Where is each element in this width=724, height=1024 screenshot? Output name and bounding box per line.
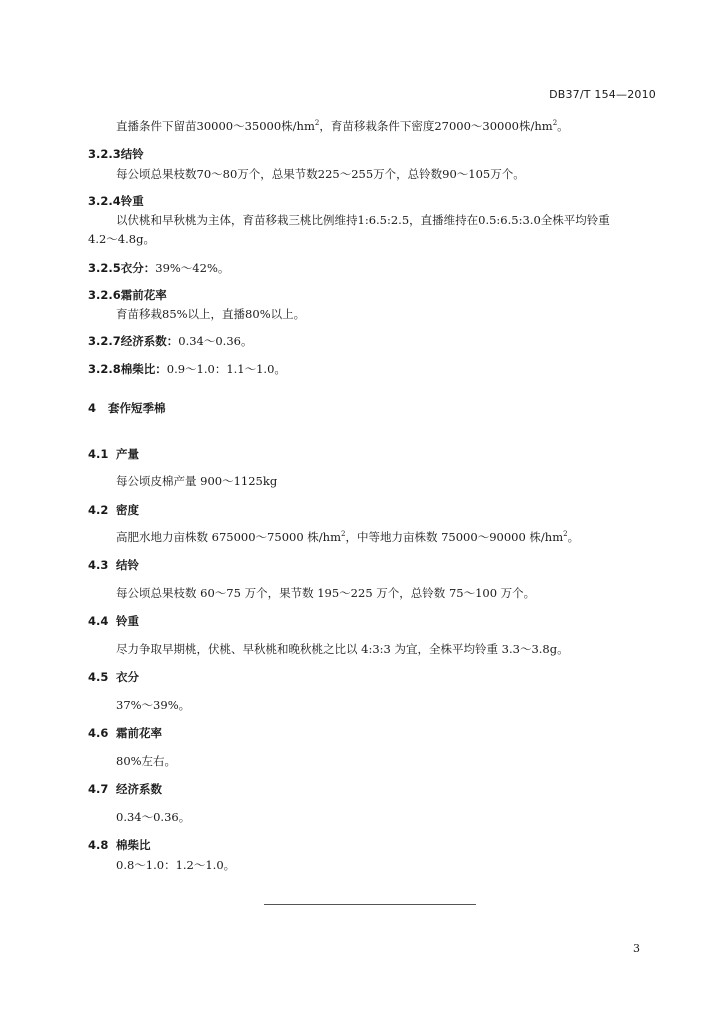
section-heading-3-2-3: [88, 146, 144, 162]
section-number: 4.2: [88, 503, 109, 517]
section-title: 套作短季棉: [108, 401, 166, 415]
section-number: 3.2.3: [88, 147, 121, 161]
paragraph-boll-weight-line2: 4.2～4.8g。: [88, 232, 155, 246]
text-span: 直播条件下留苗30000～35000株/hm: [116, 119, 315, 133]
standard-code: DB37/T 154—2010: [549, 88, 656, 101]
section-number: 4.3: [88, 558, 109, 572]
paragraph-yield: 每公顷皮棉产量 900～1125kg: [116, 474, 278, 488]
section-heading-3-2-8: [88, 361, 286, 377]
section-inline-text: 39%～42%。: [155, 261, 230, 275]
paragraph-boll-setting: 每公顷总果枝数70～80万个，总果节数225～255万个，总铃数90～105万个。: [116, 167, 525, 181]
section-title: 结铃: [120, 147, 144, 161]
section-heading-4-6: [88, 725, 162, 741]
paragraph-economic-coefficient: 0.34～0.36。: [116, 810, 191, 824]
section-title: 衣分：: [120, 261, 156, 275]
paragraph-boll-weight-4: 尽力争取早期桃，伏桃、早秋桃和晚秋桃之比以 4:3:3 为宜，全株平均铃重 3.3～3.8g。: [116, 642, 569, 656]
paragraph-boll-setting-4: 每公顷总果枝数 60～75 万个，果节数 195～225 万个，总铃数 75～100 万个。: [116, 586, 536, 600]
section-number: 3.2.5: [88, 261, 121, 275]
section-inline-text: 0.9～1.0：1.1～1.0。: [166, 362, 286, 376]
paragraph-stalk-ratio: 0.8～1.0：1.2～1.0。: [116, 858, 236, 872]
section-heading-4-3: [88, 557, 139, 573]
section-title: 经济系数: [116, 782, 162, 796]
section-heading-3-2-5: [88, 260, 229, 276]
section-number: 4.1: [88, 447, 109, 461]
superscript: 2: [563, 530, 568, 539]
section-heading-4-2: [88, 502, 139, 518]
text-span: ，育苗移栽条件下密度27000～30000株/hm: [319, 119, 553, 133]
section-number: 3.2.7: [88, 334, 121, 348]
section-heading-4-4: [88, 613, 139, 629]
superscript: 2: [314, 119, 320, 128]
section-title: 棉柴比: [116, 838, 151, 852]
section-heading-4-8: [88, 837, 151, 853]
section-heading-4-7: [88, 781, 162, 797]
section-number: 3.2.8: [88, 362, 121, 376]
section-number: 4.6: [88, 726, 109, 740]
section-number: 3.2.4: [88, 194, 121, 208]
end-rule: [264, 904, 476, 905]
section-number: 4: [88, 401, 97, 415]
chapter-heading-4: [88, 400, 166, 416]
text-span: 。: [567, 530, 580, 544]
paragraph-seeding-density: [116, 118, 569, 134]
section-title: 结铃: [116, 558, 139, 572]
section-heading-3-2-4: [88, 193, 144, 209]
section-heading-4-5: [88, 669, 139, 685]
text-span: 。: [557, 119, 569, 133]
section-heading-3-2-6: [88, 287, 167, 303]
section-title: 密度: [116, 503, 139, 517]
section-heading-4-1: [88, 446, 139, 462]
section-title: 霜前花率: [120, 288, 167, 302]
paragraph-boll-weight-line1: 以伏桃和早秋桃为主体，育苗移栽三桃比例维持1:6.5:2.5，直播维持在0.5:6.5:3.0全株平均铃重: [116, 213, 610, 227]
paragraph-prefrost-rate-4: 80%左右。: [116, 754, 177, 768]
section-number: 4.7: [88, 782, 109, 796]
section-title: 霜前花率: [116, 726, 162, 740]
paragraph-prefrost-rate: 育苗移栽85%以上，直播80%以上。: [116, 307, 306, 321]
section-number: 4.5: [88, 670, 109, 684]
section-title: 经济系数：: [120, 334, 179, 348]
section-number: 4.4: [88, 614, 109, 628]
section-number: 3.2.6: [88, 288, 121, 302]
superscript: 2: [340, 530, 346, 539]
section-number: 4.8: [88, 838, 109, 852]
section-heading-3-2-7: [88, 333, 252, 349]
text-span: 高肥水地力亩株数 675000～75000 株/hm: [116, 530, 341, 544]
paragraph-lint-percentage: 37%～39%。: [116, 698, 191, 712]
section-title: 产量: [116, 447, 139, 461]
section-inline-text: 0.34～0.36。: [178, 334, 253, 348]
section-title: 铃重: [116, 614, 139, 628]
text-span: ，中等地力亩株数 75000～90000 株/hm: [345, 530, 564, 544]
paragraph-density: [116, 529, 579, 545]
superscript: 2: [552, 119, 558, 128]
section-title: 衣分: [116, 670, 139, 684]
page-number: 3: [633, 942, 640, 955]
section-title: 铃重: [120, 194, 144, 208]
section-title: 棉柴比：: [120, 362, 167, 376]
